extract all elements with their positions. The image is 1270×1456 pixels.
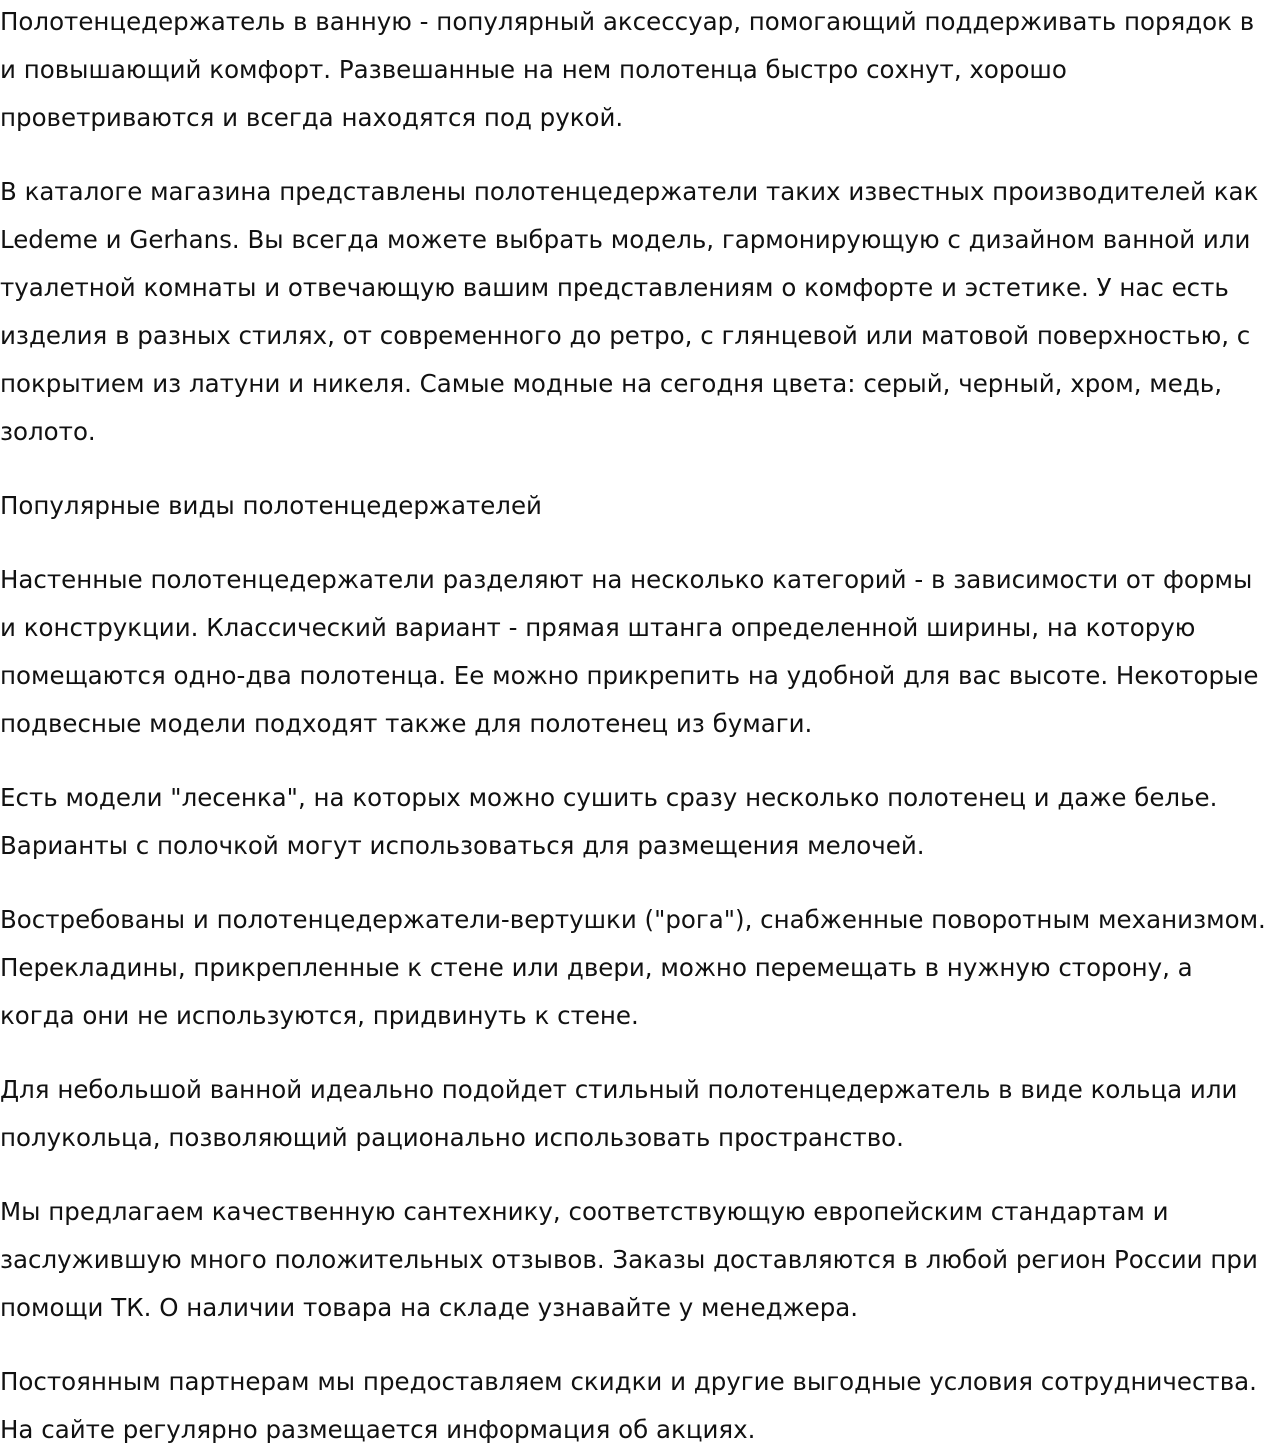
catalog-paragraph: В каталоге магазина представлены полотенцедержатели таких известных производителей как Ledeme и Gerhans. Вы всегда можете выбрать модель, гармонирующую с дизайном ванной или туалетной комнаты и отвечающую вашим представлениям о комфорте и эстетике. У нас есть изделия в разных стилях, от современного до ретро, с глянцевой или матовой поверхностью, с покрытием из латуни и никеля. Самые модные на сегодня цвета: серый, черный, хром, медь, золото. bbox=[0, 177, 1259, 446]
quality-delivery-paragraph: Мы предлагаем качественную сантехнику, соответствующую европейским стандартам и заслужившую много положительных отзывов. Заказы доставляются в любой регион России при помощи ТК. О наличии товара на складе узнавайте у менеджера. bbox=[0, 1197, 1258, 1322]
section-heading: Популярные виды полотенцедержателей bbox=[0, 491, 542, 520]
intro-paragraph: Полотенцедержатель в ванную - популярный аксессуар, помогающий поддерживать порядок в и повышающий комфорт. Развешанные на нем полотенца быстро сохнут, хорошо проветриваются и всегда находятся под рукой. bbox=[0, 7, 1255, 132]
ladder-models-paragraph: Есть модели "лесенка", на которых можно сушить сразу несколько полотенец и даже белье. Варианты с полочкой могут использоваться для размещения мелочей. bbox=[0, 783, 1218, 860]
ring-holders-paragraph: Для небольшой ванной идеально подойдет стильный полотенцедержатель в виде кольца или полукольца, позволяющий рационально использовать пространство. bbox=[0, 1075, 1238, 1152]
wall-holders-paragraph: Настенные полотенцедержатели разделяют на несколько категорий - в зависимости от формы и конструкции. Классический вариант - прямая штанга определенной ширины, на которую помещаются одно-два полотенца. Ее можно прикрепить на удобной для вас высоте. Некоторые подвесные модели подходят также для полотенец из бумаги. bbox=[0, 565, 1259, 738]
swivel-holders-paragraph: Востребованы и полотенцедержатели-вертушки ("рога"), снабженные поворотным механизмом. Перекладины, прикрепленные к стене или двери, можно перемещать в нужную сторону, а когда они не используются, придвинуть к стене. bbox=[0, 905, 1266, 1030]
partners-paragraph: Постоянным партнерам мы предоставляем скидки и другие выгодные условия сотрудничества. На сайте регулярно размещается информация об акциях. bbox=[0, 1367, 1257, 1444]
